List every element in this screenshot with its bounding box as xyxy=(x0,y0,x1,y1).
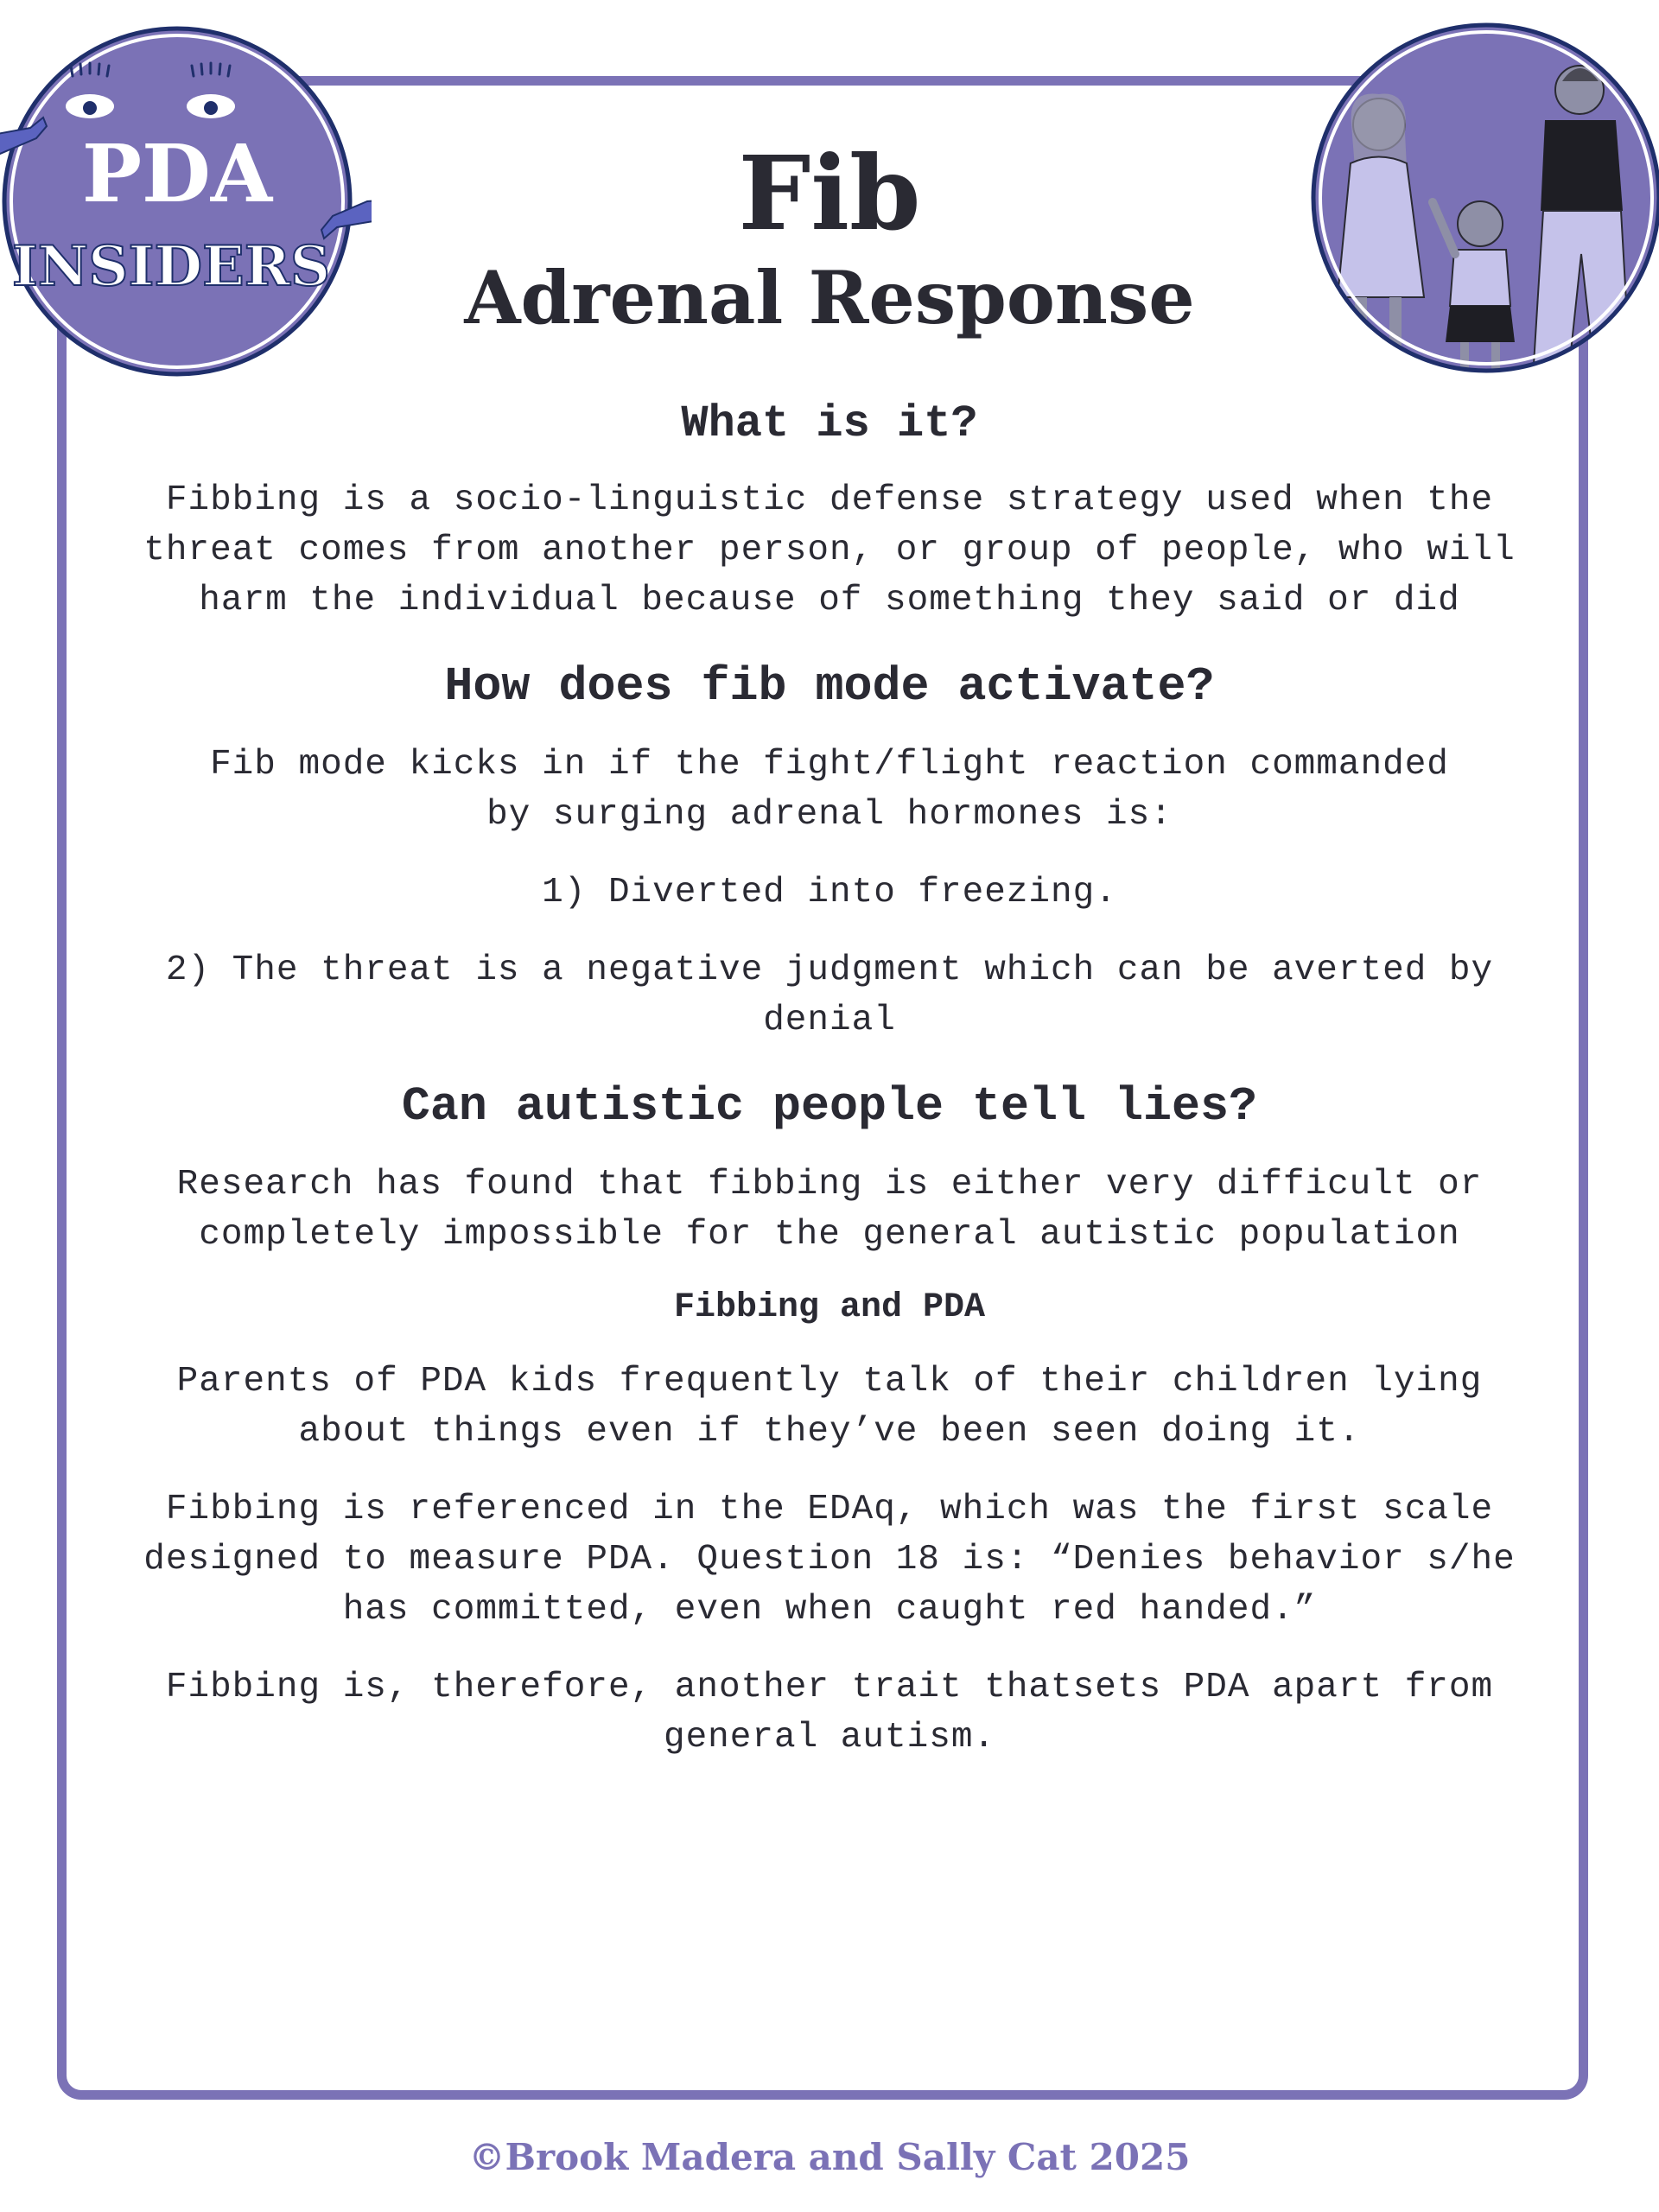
what-heading: What is it? xyxy=(681,398,978,449)
page-subtitle: Adrenal Response xyxy=(464,255,1195,340)
lies-body: Research has found that fibbing is either very difficult or completely impossible for the general autistic population xyxy=(176,1165,1483,1255)
copyright-footer: ©Brook Madera and Sally Cat 2025 xyxy=(468,2136,1191,2178)
activate-item-2: 2) The threat is a negative judgment which can be averted by denial xyxy=(165,950,1494,1041)
logo-insiders-text: INSIDERS xyxy=(11,234,331,299)
pda-para-3: Fibbing is, therefore, another trait thatsets PDA apart from general autism. xyxy=(165,1668,1494,1758)
activate-heading: How does fib mode activate? xyxy=(444,659,1215,715)
activate-item-1: 1) Diverted into freezing. xyxy=(542,873,1117,913)
pda-para-2: Fibbing is referenced in the EDAq, which was the first scale designed to measure PDA. Question 18 is: “Denies behavior s/he has committed, even when caught red handed.” xyxy=(143,1490,1516,1630)
page-title: Fib xyxy=(738,133,921,253)
pda-para-1: Parents of PDA kids frequently talk of their children lying about things even if they’ve been seen doing it. xyxy=(176,1362,1483,1452)
activate-intro: Fib mode kicks in if the fight/flight reaction commanded by surging adrenal hormones is: xyxy=(210,745,1449,836)
what-body: Fibbing is a socio-linguistic defense strategy used when the threat comes from another person, or group of people, who will harm the individual because of something they said or did xyxy=(143,480,1516,621)
lies-heading: Can autistic people tell lies? xyxy=(401,1079,1258,1135)
pda-heading: Fibbing and PDA xyxy=(673,1288,986,1328)
logo-pda-text: PDA xyxy=(81,127,273,220)
main-content xyxy=(130,397,1529,1763)
